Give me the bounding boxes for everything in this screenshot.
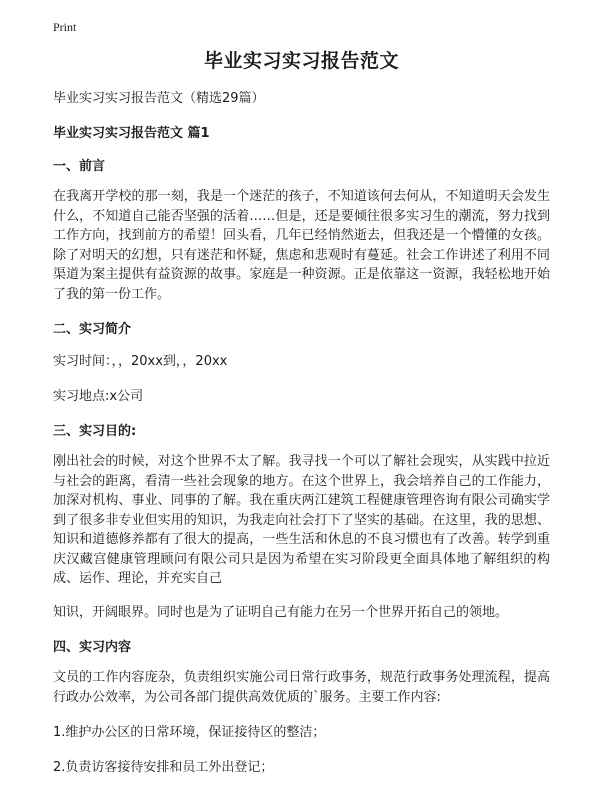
purpose-paragraph: 刚出社会的时候，对这个世界不太了解。我寻找一个可以了解社会现实，从实践中拉近与社会的距离，看清一些社会现象的地方。在这个世界上，我会培养自己的工作能力，加深对机构、事业、同事的了解。我在重庆两江建筑工程健康管理咨询有限公司确实学到了很多非专业但实用的知识，为我走向社会打下了坚实的基础。在这里，我的思想、知识和道德修养都有了很大的提高，一些生活和休息的不良习惯也有了改善。转学到重庆汉藏宫健康管理顾问有限公司只是因为希望在实习阶段更全面具体地了解组织的构成、运作、理论，并充实自己 bbox=[53, 454, 550, 586]
section-heading-intro: 二、实习简介 bbox=[53, 322, 132, 337]
internship-place: 实习地点:x公司 bbox=[53, 389, 144, 404]
print-label[interactable]: Print bbox=[53, 20, 77, 34]
section-heading-purpose: 三、实习目的: bbox=[53, 424, 137, 439]
content-paragraph: 文员的工作内容庞杂，负责组织实施公司日常行政事务，规范行政事务处理流程，提高行政办公效率，为公司各部门提供高效优质的`服务。主要工作内容: bbox=[53, 670, 550, 705]
preface-paragraph: 在我离开学校的那一刻，我是一个迷茫的孩子，不知道该何去何从，不知道明天会发生什么，不知道自己能否坚强的活着……但是，还是要倾往很多实习生的潮流，努力找到工作方向，找到前方的希望！回头看，几年已经悄然逝去，但我还是一个懵懂的女孩。除了对明天的幻想，只有迷茫和怀疑，焦虑和悲观时有蔓延。社会工作讲述了利用不同渠道为案主提供有益资源的故事。家庭是一种资源。正是依靠这一资源，我轻松地开始了我的第一份工作。 bbox=[53, 189, 550, 302]
document-page bbox=[53, 46, 550, 791]
content-item-1: 1.维护办公区的日常环境，保证接待区的整洁； bbox=[53, 725, 326, 740]
purpose-paragraph-continued: 知识，开阔眼界。同时也是为了证明自己有能力在另一个世界开拓自己的领地。 bbox=[53, 604, 509, 620]
section-heading-content: 四、实习内容 bbox=[53, 640, 132, 655]
section-heading-preface: 一、前言 bbox=[53, 159, 106, 174]
article-title: 毕业实习实习报告范文 篇1 bbox=[53, 126, 210, 141]
document-title: 毕业实习实习报告范文 bbox=[203, 50, 399, 72]
document-subtitle: 毕业实习实习报告范文（精选29篇） bbox=[53, 91, 265, 106]
content-item-2: 2.负责访客接待安排和员工外出登记； bbox=[53, 760, 274, 775]
internship-time: 实习时间：，，20xx到，，20xx bbox=[53, 354, 228, 369]
